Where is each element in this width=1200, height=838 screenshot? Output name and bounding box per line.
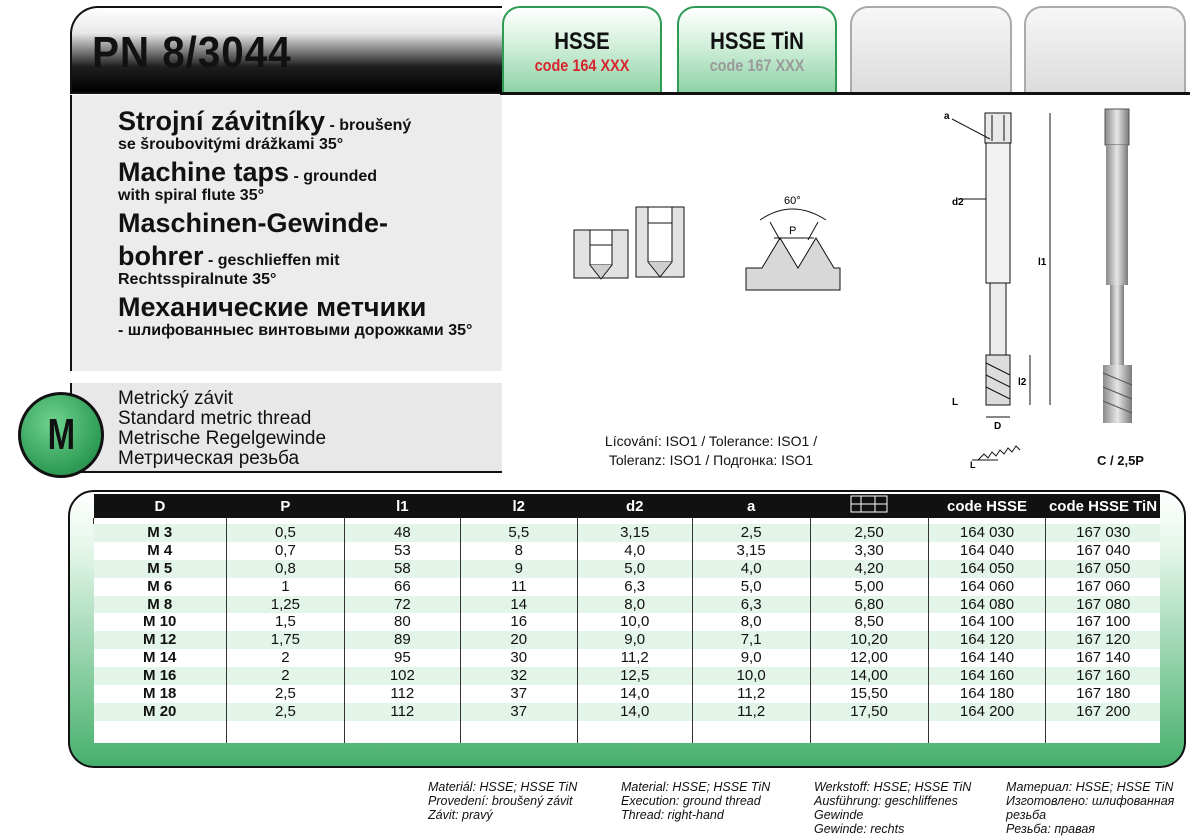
spec-table-body [94,524,1161,743]
table-cell: 17,50 [810,703,928,721]
table-cell: 164 120 [928,631,1046,649]
dim-L: L [952,397,959,408]
table-cell: 10,0 [692,667,810,685]
chamfer-L: L [970,460,976,470]
table-cell: 2,5 [692,524,810,542]
table-cell: 14,00 [810,667,928,685]
table-cell: 14,0 [577,685,692,703]
tap-dimension-drawing [930,105,1070,435]
table-cell: M 5 [94,560,227,578]
ru-title: Механические метчики [118,292,427,322]
tab-hsse-code: code 164 XXX [534,56,630,75]
de-title-1: Maschinen-Gewinde- [118,208,389,238]
tab-empty-1 [850,6,1012,92]
table-cell: 3,30 [810,542,928,560]
table-row [94,631,1161,649]
table-cell: 11,2 [577,649,692,667]
table-cell: 58 [344,560,460,578]
table-cell: 167 080 [1046,596,1160,614]
chamfer-diagram-icon [968,440,1028,470]
table-row [94,542,1161,560]
col-header-D: D [94,494,227,518]
table-cell: 1,25 [226,596,344,614]
table-cell: 10,0 [577,613,692,631]
table-row [94,649,1161,667]
table-row [94,596,1161,614]
table-cell: M 4 [94,542,227,560]
footer-line: Material: HSSE; HSSE TiN [621,780,771,794]
table-cell: 11,2 [692,685,810,703]
header-divider [500,92,1190,95]
col-header-a: a [692,494,810,518]
dim-l1: l1 [1038,257,1047,268]
table-cell: 9,0 [692,649,810,667]
table-cell: 167 060 [1046,578,1160,596]
table-cell: 167 200 [1046,703,1160,721]
table-cell: 6,3 [577,578,692,596]
table-cell: 112 [344,703,460,721]
en-sub: with spiral flute 35° [118,187,264,204]
col-header-code-hsse: code HSSE [928,494,1046,518]
table-cell: 167 030 [1046,524,1160,542]
table-cell: 14,0 [577,703,692,721]
en-title: Machine taps [118,157,290,187]
table-cell: 3,15 [577,524,692,542]
footer-line: Thread: right-hand [621,808,724,822]
table-cell: 164 050 [928,560,1046,578]
thread-profile-diagram [740,188,850,298]
tab-hsse-tin[interactable] [677,6,837,92]
table-cell: 167 120 [1046,631,1160,649]
table-cell: 164 060 [928,578,1046,596]
table-cell: 167 100 [1046,613,1160,631]
thread-line: Metrický závit [118,388,234,409]
table-cell: 164 140 [928,649,1046,667]
table-cell: 37 [460,685,577,703]
table-cell: 0,5 [226,524,344,542]
thread-line: Metrische Regelgewinde [118,428,327,449]
table-cell: 1,75 [226,631,344,649]
table-cell: M 6 [94,578,227,596]
footer-de [814,780,994,836]
table-cell: 12,00 [810,649,928,667]
de-title-2: bohrer [118,241,204,271]
table-row [94,667,1161,685]
table-row [94,524,1161,542]
tolerance-line: Toleranz: ISO1 / Подгонка: ISO1 [608,452,814,468]
table-row [94,703,1161,721]
tolerance [586,432,836,470]
dim-l2: l2 [1018,377,1027,388]
table-cell: 6,3 [692,596,810,614]
table-cell: 53 [344,542,460,560]
en-suffix: - grounded [289,168,378,185]
table-cell: 12,5 [577,667,692,685]
thread-symbol: M [47,410,75,459]
table-cell: 112 [344,685,460,703]
table-cell: 4,20 [810,560,928,578]
tolerance-line: Lícování: ISO1 / Tolerance: ISO1 / [604,433,818,449]
drill-hole-icon [849,494,889,514]
table-row [94,578,1161,596]
cz-sub: se šroubovitými drážkami 35° [118,136,344,153]
de-sub: Rechtsspiralnute 35° [118,271,277,288]
table-cell: 0,7 [226,542,344,560]
col-header-l1: l1 [344,494,460,518]
table-cell: 20 [460,631,577,649]
table-cell: 2,5 [226,703,344,721]
table-cell: 30 [460,649,577,667]
tab-empty-2 [1024,6,1186,92]
table-cell: 167 160 [1046,667,1160,685]
tab-hsse-tin-code: code 167 XXX [709,56,805,75]
table-row [94,560,1161,578]
footer-ru [1006,780,1196,836]
hole-diagram-icon [568,195,688,285]
table-cell: 1 [226,578,344,596]
col-header-d2: d2 [577,494,692,518]
table-cell: 9 [460,560,577,578]
footer-line: Изготовлено: шлифованная [1006,794,1175,808]
dim-d2: d2 [952,197,964,208]
footer-line: Závit: pravý [428,808,493,822]
thread-line: Метрическая резьба [118,448,300,469]
table-cell: 164 100 [928,613,1046,631]
cz-title: Strojní závitníky [118,106,326,136]
table-cell: 4,0 [577,542,692,560]
table-cell-empty [692,721,810,743]
table-row [94,613,1161,631]
table-cell-empty [460,721,577,743]
table-cell: 72 [344,596,460,614]
footer-line: Ausführung: geschliffenes [814,794,958,808]
table-cell: 80 [344,613,460,631]
table-cell: M 8 [94,596,227,614]
footer-line: Gewinde [814,808,864,822]
table-cell: 7,1 [692,631,810,649]
table-cell: 10,20 [810,631,928,649]
table-cell: 1,5 [226,613,344,631]
table-cell: 164 200 [928,703,1046,721]
footer-cz [428,780,577,822]
table-cell: 164 080 [928,596,1046,614]
table-cell: 164 030 [928,524,1046,542]
thread-line: Standard metric thread [118,408,312,429]
spec-table [93,494,1160,743]
footer-line: Gewinde: rechts [814,822,905,836]
table-cell: 8,50 [810,613,928,631]
table-cell: 8,0 [577,596,692,614]
table-cell: 11 [460,578,577,596]
table-cell: 8,0 [692,613,810,631]
thread-symbol-badge [18,392,104,478]
table-cell: 2 [226,667,344,685]
table-cell: 6,80 [810,596,928,614]
table-row-padding [94,721,1161,743]
table-cell: 16 [460,613,577,631]
table-cell: 95 [344,649,460,667]
dim-D: D [994,421,1002,432]
table-cell-empty [928,721,1046,743]
table-cell: 167 140 [1046,649,1160,667]
table-cell: 4,0 [692,560,810,578]
table-cell: 11,2 [692,703,810,721]
footer-line: Provedení: broušený závit [428,794,573,808]
angle-label: 60° [784,195,801,207]
table-cell: 3,15 [692,542,810,560]
table-cell: 102 [344,667,460,685]
tab-hsse[interactable] [502,6,662,92]
pitch-label: P [789,225,797,237]
cz-suffix: - broušený [325,117,412,134]
table-cell-empty [810,721,928,743]
tab-hsse-tin-title: HSSE TiN [710,28,804,55]
chamfer-label: C / 2,5P [1097,453,1144,468]
col-header-code-hsse-tin: code HSSE TiN [1046,494,1160,518]
description [118,108,498,339]
col-header-drill-icon [810,494,928,518]
footer-line: Werkstoff: HSSE; HSSE TiN [814,780,972,794]
table-cell: 2,5 [226,685,344,703]
page-title: PN 8/3044 [92,28,292,77]
table-cell: 164 160 [928,667,1046,685]
table-cell: M 10 [94,613,227,631]
table-cell: 5,5 [460,524,577,542]
table-cell: 32 [460,667,577,685]
table-row [94,685,1161,703]
table-cell: 5,00 [810,578,928,596]
table-cell: M 20 [94,703,227,721]
table-cell: 37 [460,703,577,721]
tab-hsse-title: HSSE [554,28,610,55]
table-cell: 5,0 [692,578,810,596]
table-cell: 0,8 [226,560,344,578]
table-cell-empty [226,721,344,743]
ru-sub: - шлифованныес винтовыми дорожками 35° [118,322,473,339]
table-cell: 66 [344,578,460,596]
table-cell: 89 [344,631,460,649]
table-cell-empty [94,721,227,743]
table-cell: 167 050 [1046,560,1160,578]
tap-photo-icon [1088,105,1148,445]
de-suffix: - geschlieffen mit [203,252,340,269]
table-cell: M 12 [94,631,227,649]
thread-description [118,389,326,469]
footer-line: Резьба: правая [1006,822,1095,836]
footer-line: резьба [1006,808,1047,822]
table-cell-empty [1046,721,1160,743]
footer-line: Материал: HSSE; HSSE TiN [1006,780,1174,794]
table-cell: M 18 [94,685,227,703]
table-cell: 167 040 [1046,542,1160,560]
table-cell: 2,50 [810,524,928,542]
table-cell: 14 [460,596,577,614]
table-cell: 164 180 [928,685,1046,703]
footer-line: Execution: ground thread [621,794,761,808]
table-cell: 2 [226,649,344,667]
table-cell: M 3 [94,524,227,542]
dim-a: a [944,111,950,122]
table-cell: 8 [460,542,577,560]
table-cell: M 16 [94,667,227,685]
table-cell: 48 [344,524,460,542]
table-cell: 164 040 [928,542,1046,560]
col-header-P: P [226,494,344,518]
table-cell-empty [577,721,692,743]
table-cell-empty [344,721,460,743]
table-cell: 9,0 [577,631,692,649]
table-cell: M 14 [94,649,227,667]
col-header-l2: l2 [460,494,577,518]
footer-en [621,780,770,822]
table-cell: 15,50 [810,685,928,703]
table-cell: 5,0 [577,560,692,578]
table-cell: 167 180 [1046,685,1160,703]
footer-line: Materiál: HSSE; HSSE TiN [428,780,578,794]
